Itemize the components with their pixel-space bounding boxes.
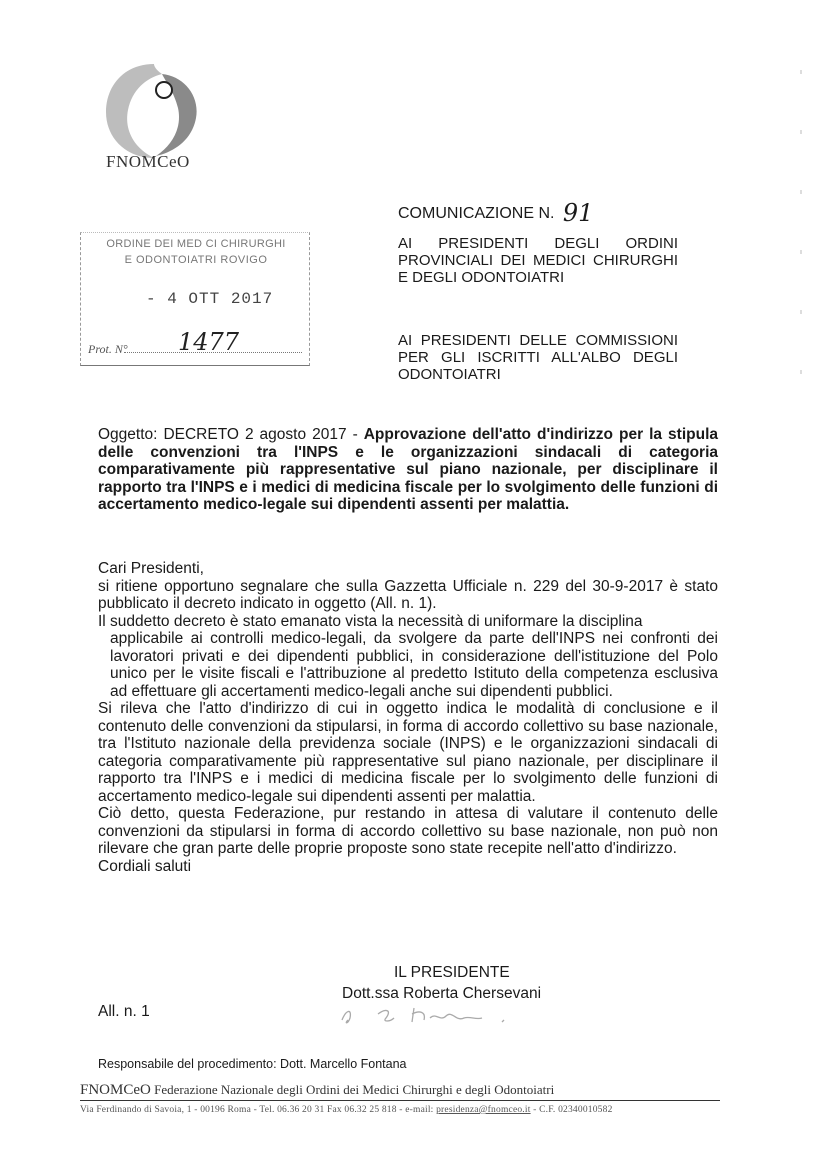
subject-title: Approvazione dell'atto d'indirizzo per la stipula delle convenzioni tra l'INPS e le organizzazioni sindacali di categoria comparativamente più rappresentative sul piano nazionale, per disciplinare il rapporto tra l'INPS e i medici di medicina fiscale per lo svolgimento delle funzioni di accertamento medico-legale sui dipendenti assenti per malattia. [98, 426, 718, 513]
logo-text: FNOMCeO [106, 152, 190, 171]
stamp-line-2: E ODONTOIATRI ROVIGO [124, 254, 268, 266]
scan-mark [800, 310, 802, 314]
footer-divider [80, 1100, 720, 1101]
footer-org-full: Federazione Nazionale degli Ordini dei Medici Chirurghi e degli Odontoiatri [154, 1082, 555, 1097]
attachment-note: All. n. 1 [98, 1003, 150, 1020]
subject-prefix: Oggetto: DECRETO 2 agosto 2017 - [98, 426, 364, 443]
paragraph-1: si ritiene opportuno segnalare che sulla Gazzetta Ufficiale n. 229 del 30-9-2017 è stato pubblicato il decreto indicato in oggetto (All. n. 1). [98, 577, 718, 612]
footer-brand: FNOMCeO [80, 1082, 151, 1098]
scan-mark [800, 190, 802, 194]
paragraph-2: applicabile ai controlli medico-legali, da svolgere da parte dell'INPS nei confronti dei lavoratori privati e dei dipendenti pubblici, in considerazione dell'istituzione del Polo unico per le visite fiscali e l'attribuzione al predetto Istituto della competenza esclusiva ad effettuare gli accertamenti medico-legali anche sui dipendenti pubblici. [110, 630, 718, 700]
signer-name: Dott.ssa Roberta Chersevani [342, 985, 542, 1002]
recipient-presidents-ordini: AI PRESIDENTI DEGLI ORDINI PROVINCIALI DEI MEDICI CHIRURGHI E DEGLI ODONTOIATRI [398, 235, 678, 286]
scan-mark [800, 250, 802, 254]
footer-email-link[interactable]: presidenza@fnomceo.it [436, 1105, 531, 1115]
subject [98, 426, 718, 514]
protocol-stamp [80, 232, 310, 368]
scan-mark [800, 70, 802, 74]
stamp-prot-label: Prot. N° [88, 342, 128, 356]
communication-number: 91 [562, 199, 594, 227]
footer-address: Via Ferdinando di Savoia, 1 - 00196 Roma - Tel. 06.36 20 31 Fax 06.32 25 818 - e-mail: [80, 1105, 437, 1115]
footer-cf: - C.F. 02340010582 [530, 1105, 613, 1115]
communication-label: COMUNICAZIONE N. [398, 205, 555, 222]
paragraph-4: Ciò detto, questa Federazione, pur restando in attesa di valutare il contenuto delle convenzioni da stipularsi in forma di accordo collettivo su base nazionale, non può non rilevare che gran parte delle proprie proposte sono state recepite nell'atto d'indirizzo. [98, 805, 718, 857]
paragraph-3: Si rileva che l'atto d'indirizzo di cui in oggetto indica le modalità di conclusione e il contenuto delle convenzioni da stipularsi, in forma di accordo collettivo su base nazionale, tra l'Istituto nazionale della previdenza sociale (INPS) e le organizzazioni sindacali di categoria comparativamente più rappresentative sul piano nazionale, per disciplinare il rapporto tra l'INPS e i medici di medicina fiscale per lo svolgimento delle funzioni di accertamento medico-legale sui dipendenti assenti per malattia. [98, 700, 718, 805]
scan-mark [800, 370, 802, 374]
footer-org [80, 1082, 554, 1099]
communication-heading [398, 196, 594, 227]
greeting: Cari Presidenti, [98, 560, 204, 577]
stamp-line-1: ORDINE DEI MED CI CHIRURGHI [106, 238, 286, 250]
stamp-prot-number: 1477 [178, 328, 240, 356]
signer-title: IL PRESIDENTE [394, 964, 510, 981]
closing: Cordiali saluti [98, 857, 192, 875]
letter-body [98, 560, 718, 875]
recipient-presidents-commissioni: AI PRESIDENTI DELLE COMMISSIONI PER GLI ISCRITTI ALL'ALBO DEGLI ODONTOIATRI [398, 332, 678, 383]
scan-mark [800, 130, 802, 134]
footer-contacts [80, 1105, 613, 1115]
stamp-date: - 4 OTT 2017 [146, 290, 274, 308]
responsible-note: Responsabile del procedimento: Dott. Marcello Fontana [98, 1057, 407, 1071]
fnomceo-logo-icon [104, 60, 204, 160]
paragraph-2-first-line: Il suddetto decreto è stato emanato vista la necessità di uniformare la disciplina [98, 612, 643, 630]
handwritten-signature [330, 1000, 520, 1030]
